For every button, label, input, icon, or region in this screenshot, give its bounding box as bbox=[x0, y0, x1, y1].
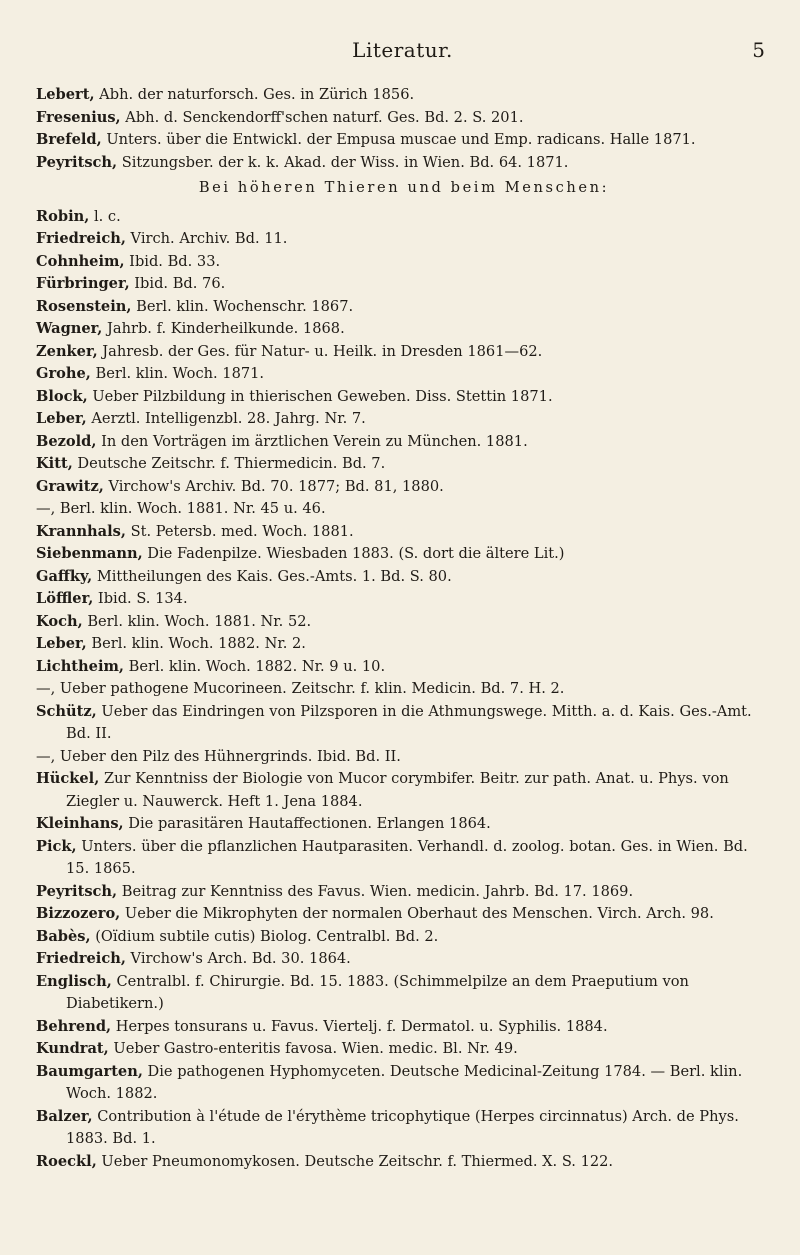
reference-author: Peyritsch, bbox=[36, 153, 118, 171]
reference-entry bbox=[36, 1106, 772, 1151]
reference-entry bbox=[36, 453, 772, 476]
reference-entry bbox=[36, 341, 772, 364]
reference-citation: —, Berl. klin. Woch. 1881. Nr. 45 u. 46. bbox=[36, 500, 326, 517]
reference-author: Siebenmann, bbox=[36, 545, 143, 562]
reference-author: Grohe, bbox=[36, 365, 91, 382]
reference-citation: St. Petersb. med. Woch. 1881. bbox=[125, 522, 354, 540]
reference-entry bbox=[36, 251, 772, 274]
reference-entry bbox=[36, 318, 772, 341]
reference-citation: Beitrag zur Kenntniss des Favus. Wien. medicin. Jahrb. Bd. 17. 1869. bbox=[117, 882, 634, 900]
reference-citation: Herpes tonsurans u. Favus. Viertelj. f. Dermatol. u. Syphilis. 1884. bbox=[111, 1017, 608, 1035]
reference-citation: Die Fadenpilze. Wiesbaden 1883. (S. dort die ältere Lit.) bbox=[142, 545, 565, 562]
reference-entry bbox=[36, 1061, 772, 1106]
reference-author: Behrend, bbox=[36, 1017, 112, 1035]
reference-citation: Berl. klin. Wochenschr. 1867. bbox=[131, 297, 354, 315]
running-title: Literatur. bbox=[352, 38, 453, 62]
reference-citation: Ueber Gastro-enteritis favosa. Wien. medic. Bl. Nr. 49. bbox=[108, 1040, 518, 1057]
reference-author: Peyritsch, bbox=[36, 882, 118, 900]
reference-citation: In den Vorträgen im ärztlichen Verein zu München. 1881. bbox=[96, 432, 528, 450]
reference-citation: Berl. klin. Woch. 1882. Nr. 9 u. 10. bbox=[124, 657, 386, 675]
reference-entry bbox=[36, 152, 772, 175]
reference-citation: —, Ueber den Pilz des Hühnergrinds. Ibid. Bd. II. bbox=[36, 747, 401, 765]
reference-author: Leber, bbox=[36, 635, 87, 652]
reference-author: Kleinhans, bbox=[36, 815, 124, 832]
section-heading: Bei höheren Thieren und beim Menschen: bbox=[198, 179, 610, 196]
reference-entry bbox=[36, 971, 772, 1016]
reference-entry bbox=[36, 84, 772, 107]
reference-citation: Contribution à l'étude de l'érythème tricophytique (Herpes circinnatus) Arch. de Phys. 1883. Bd. 1. bbox=[66, 1107, 739, 1147]
reference-citation: Virchow's Arch. Bd. 30. 1864. bbox=[125, 950, 351, 967]
reference-citation: Sitzungsber. der k. k. Akad. der Wiss. in Wien. Bd. 64. 1871. bbox=[117, 153, 569, 171]
reference-citation: Unters. über die pflanzlichen Hautparasiten. Verhandl. d. zoolog. botan. Ges. in Wien. Bd. 15. 1865. bbox=[66, 837, 748, 877]
reference-author: Krannhals, bbox=[36, 522, 126, 540]
reference-entry bbox=[36, 611, 772, 634]
reference-citation: Berl. klin. Woch. 1881. Nr. 52. bbox=[82, 612, 312, 630]
reference-citation: Ueber Pilzbildung in thierischen Geweben. Diss. Stettin 1871. bbox=[87, 387, 553, 405]
reference-author: Koch, bbox=[36, 612, 83, 630]
reference-author: Roeckl, bbox=[36, 1152, 97, 1170]
reference-citation: Abh. der naturforsch. Ges. in Zürich 1856. bbox=[94, 86, 415, 103]
reference-citation: Ueber Pneumonomykosen. Deutsche Zeitschr. f. Thiermed. X. S. 122. bbox=[96, 1152, 614, 1170]
reference-author: Robin, bbox=[36, 207, 90, 225]
reference-author: Löffler, bbox=[36, 590, 94, 607]
reference-entry bbox=[36, 273, 772, 296]
reference-entry bbox=[36, 746, 772, 769]
reference-citation: Ueber das Eindringen von Pilzsporen in die Athmungswege. Mitth. a. d. Kais. Ges.-Amt. Bd. II. bbox=[66, 702, 752, 742]
reference-entry bbox=[36, 656, 772, 679]
reference-author: Pick, bbox=[36, 837, 77, 855]
reference-author: Baumgarten, bbox=[36, 1062, 143, 1080]
reference-citation: Ibid. Bd. 76. bbox=[129, 275, 226, 292]
reference-citation: Zur Kenntniss der Biologie von Mucor corymbifer. Beitr. zur path. Anat. u. Phys. von Ziegler u. Nauwerck. Heft 1. Jena 1884. bbox=[66, 770, 729, 810]
reference-entry bbox=[36, 408, 772, 431]
reference-group-lower-animals bbox=[36, 84, 772, 174]
reference-author: Babès, bbox=[36, 927, 91, 945]
reference-citation: Jahresb. der Ges. für Natur- u. Heilk. in Dresden 1861—62. bbox=[97, 342, 543, 360]
reference-citation: Ibid. Bd. 33. bbox=[124, 252, 221, 270]
reference-citation: —, Ueber pathogene Mucorineen. Zeitschr. f. klin. Medicin. Bd. 7. H. 2. bbox=[36, 680, 565, 697]
reference-author: Brefeld, bbox=[36, 131, 102, 148]
reference-author: Kundrat, bbox=[36, 1040, 109, 1057]
reference-entry bbox=[36, 633, 772, 656]
reference-entry bbox=[36, 521, 772, 544]
reference-list bbox=[36, 84, 772, 1173]
reference-entry bbox=[36, 1038, 772, 1061]
reference-entry bbox=[36, 813, 772, 836]
reference-entry bbox=[36, 363, 772, 386]
reference-entry bbox=[36, 431, 772, 454]
page-header bbox=[40, 38, 765, 66]
reference-entry bbox=[36, 1016, 772, 1039]
reference-author: Schütz, bbox=[36, 702, 97, 720]
reference-entry bbox=[36, 129, 772, 152]
reference-citation: Unters. über die Entwickl. der Empusa muscae und Emp. radicans. Halle 1871. bbox=[101, 131, 696, 148]
reference-entry bbox=[36, 881, 772, 904]
reference-author: Fresenius, bbox=[36, 108, 121, 126]
reference-author: Fürbringer, bbox=[36, 275, 130, 292]
reference-author: Kitt, bbox=[36, 455, 73, 472]
reference-author: Englisch, bbox=[36, 972, 112, 990]
reference-author: Lebert, bbox=[36, 86, 95, 103]
reference-author: Bizzozero, bbox=[36, 905, 121, 922]
reference-citation: Jahrb. f. Kinderheilkunde. 1868. bbox=[102, 320, 345, 337]
reference-entry bbox=[36, 1151, 772, 1174]
reference-citation: Ueber die Mikrophyten der normalen Oberhaut des Menschen. Virch. Arch. 98. bbox=[120, 905, 714, 922]
reference-author: Gaffky, bbox=[36, 567, 93, 585]
reference-author: Grawitz, bbox=[36, 477, 104, 495]
reference-entry bbox=[36, 948, 772, 971]
reference-citation: Mittheilungen des Kais. Ges.-Amts. 1. Bd. S. 80. bbox=[92, 567, 452, 585]
reference-entry bbox=[36, 107, 772, 130]
reference-entry bbox=[36, 498, 772, 521]
reference-author: Lichtheim, bbox=[36, 657, 125, 675]
reference-author: Hückel, bbox=[36, 770, 100, 787]
reference-author: Zenker, bbox=[36, 342, 98, 360]
reference-entry bbox=[36, 206, 772, 229]
reference-entry bbox=[36, 768, 772, 813]
reference-citation: (Oïdium subtile cutis) Biolog. Centralbl. Bd. 2. bbox=[90, 927, 439, 945]
reference-author: Cohnheim, bbox=[36, 252, 125, 270]
reference-citation: Aerztl. Intelligenzbl. 28. Jahrg. Nr. 7. bbox=[86, 410, 366, 427]
reference-author: Bezold, bbox=[36, 432, 97, 450]
reference-group-higher-animals bbox=[36, 206, 772, 1174]
reference-entry bbox=[36, 543, 772, 566]
reference-citation: Berl. klin. Woch. 1882. Nr. 2. bbox=[86, 635, 306, 652]
reference-citation: Ibid. S. 134. bbox=[93, 590, 188, 607]
reference-citation: Centralbl. f. Chirurgie. Bd. 15. 1883. (Schimmelpilze an dem Praeputium von Diabetikern.) bbox=[66, 972, 689, 1012]
reference-author: Leber, bbox=[36, 410, 87, 427]
reference-citation: Berl. klin. Woch. 1871. bbox=[90, 365, 265, 382]
reference-entry bbox=[36, 228, 772, 251]
reference-author: Balzer, bbox=[36, 1107, 93, 1125]
reference-entry bbox=[36, 926, 772, 949]
reference-citation: Virch. Archiv. Bd. 11. bbox=[125, 230, 288, 247]
reference-citation: Deutsche Zeitschr. f. Thiermedicin. Bd. 7. bbox=[72, 455, 386, 472]
page-number: 5 bbox=[752, 38, 765, 62]
reference-author: Rosenstein, bbox=[36, 297, 132, 315]
reference-citation: l. c. bbox=[89, 207, 121, 225]
reference-entry bbox=[36, 701, 772, 746]
reference-entry bbox=[36, 678, 772, 701]
reference-author: Friedreich, bbox=[36, 230, 126, 247]
reference-citation: Virchow's Archiv. Bd. 70. 1877; Bd. 81, 1880. bbox=[103, 477, 444, 495]
reference-entry bbox=[36, 588, 772, 611]
reference-citation: Abh. d. Senckendorff'schen naturf. Ges. Bd. 2. S. 201. bbox=[120, 108, 524, 126]
reference-citation: Die pathogenen Hyphomyceten. Deutsche Medicinal-Zeitung 1784. — Berl. klin. Woch. 1882. bbox=[66, 1062, 743, 1102]
reference-entry bbox=[36, 296, 772, 319]
reference-entry bbox=[36, 566, 772, 589]
reference-entry bbox=[36, 386, 772, 409]
reference-author: Block, bbox=[36, 387, 88, 405]
reference-citation: Die parasitären Hautaffectionen. Erlangen 1864. bbox=[123, 815, 491, 832]
reference-entry bbox=[36, 836, 772, 881]
reference-entry bbox=[36, 903, 772, 926]
reference-entry bbox=[36, 476, 772, 499]
reference-author: Wagner, bbox=[36, 320, 103, 337]
reference-author: Friedreich, bbox=[36, 950, 126, 967]
